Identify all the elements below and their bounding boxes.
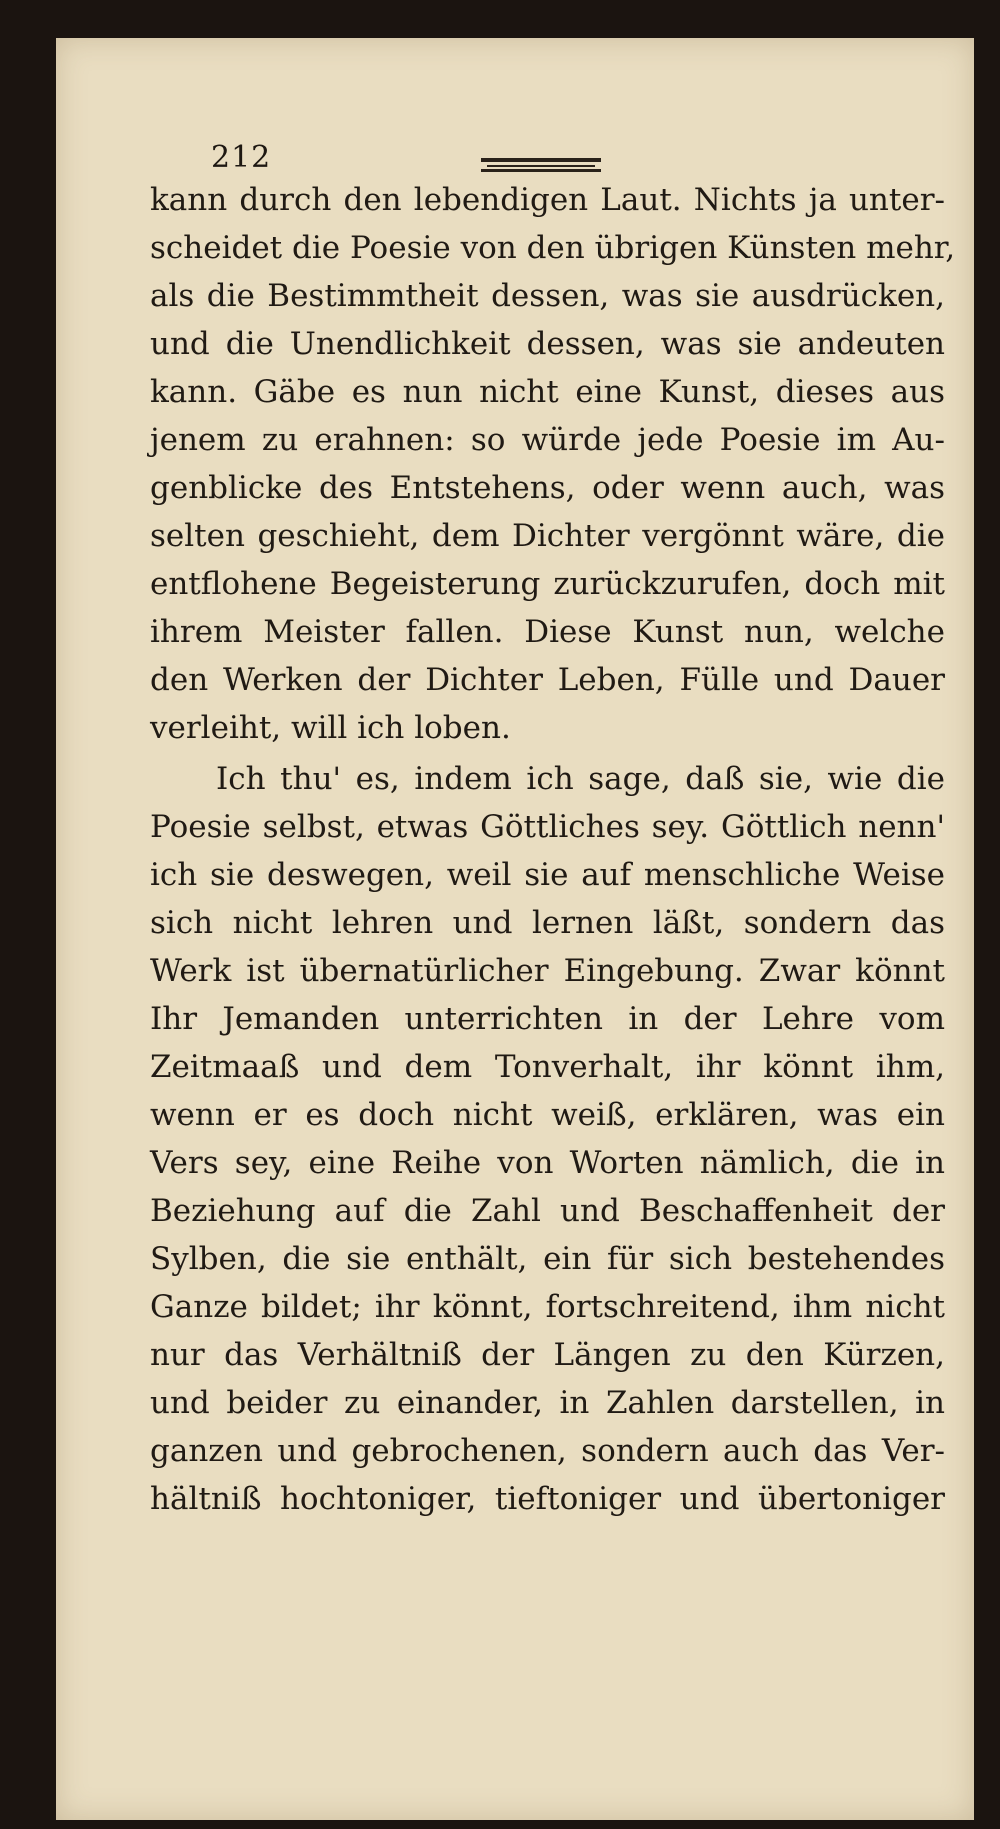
text-line: Zeitmaaß und dem Tonverhalt, ihr könnt ihm, — [150, 1049, 945, 1085]
header-ornament-rule — [481, 158, 601, 172]
text-line: hältniß hochtoniger, tieftoniger und übertoniger — [150, 1481, 945, 1517]
text-line: kann. Gäbe es nun nicht eine Kunst, dieses aus — [150, 374, 945, 410]
text-line: Werk ist übernatürlicher Eingebung. Zwar könnt — [150, 953, 945, 989]
text-line: ganzen und gebrochenen, sondern auch das Ver- — [150, 1433, 945, 1469]
text-line: Beziehung auf die Zahl und Beschaffenheit der — [150, 1193, 945, 1229]
paragraph-1 — [150, 176, 956, 752]
page-number: 212 — [211, 140, 272, 175]
text-line: sich nicht lehren und lernen läßt, sondern das — [150, 905, 945, 941]
text-line: Poesie selbst, etwas Göttliches sey. Göttlich nenn' — [150, 809, 945, 845]
page-body-text — [150, 176, 956, 1523]
text-line: ich sie deswegen, weil sie auf menschliche Weise — [150, 857, 945, 893]
text-line: Ganze bildet; ihr könnt, fortschreitend, ihm nicht — [150, 1289, 945, 1325]
text-line: nur das Verhältniß der Längen zu den Kürzen, — [150, 1337, 945, 1373]
text-line: ihrem Meister fallen. Diese Kunst nun, welche — [150, 614, 945, 650]
text-line: und die Unendlichkeit dessen, was sie andeuten — [150, 326, 945, 362]
text-line: Vers sey, eine Reihe von Worten nämlich, die in — [150, 1145, 945, 1181]
text-line: Ich thu' es, indem ich sage, daß sie, wie die — [216, 761, 945, 797]
text-line: selten geschieht, dem Dichter vergönnt wäre, die — [150, 518, 945, 554]
text-line: Ihr Jemanden unterrichten in der Lehre vom — [150, 1001, 945, 1037]
text-line: scheidet die Poesie von den übrigen Künsten mehr, — [150, 230, 956, 266]
paragraph-2 — [150, 755, 945, 1523]
text-line: Sylben, die sie enthält, ein für sich bestehendes — [150, 1241, 945, 1277]
text-line: und beider zu einander, in Zahlen darstellen, in — [150, 1385, 945, 1421]
text-line: als die Bestimmtheit dessen, was sie ausdrücken, — [150, 278, 945, 314]
text-line: verleiht, will ich loben. — [150, 710, 511, 746]
text-line: kann durch den lebendigen Laut. Nichts ja unter- — [150, 182, 945, 218]
text-line: den Werken der Dichter Leben, Fülle und Dauer — [150, 662, 945, 698]
text-line: genblicke des Entstehens, oder wenn auch, was — [150, 470, 945, 506]
text-line: entflohene Begeisterung zurückzurufen, doch mit — [150, 566, 945, 602]
text-line: wenn er es doch nicht weiß, erklären, was ein — [150, 1097, 945, 1133]
text-line: jenem zu erahnen: so würde jede Poesie im Au- — [150, 422, 945, 458]
